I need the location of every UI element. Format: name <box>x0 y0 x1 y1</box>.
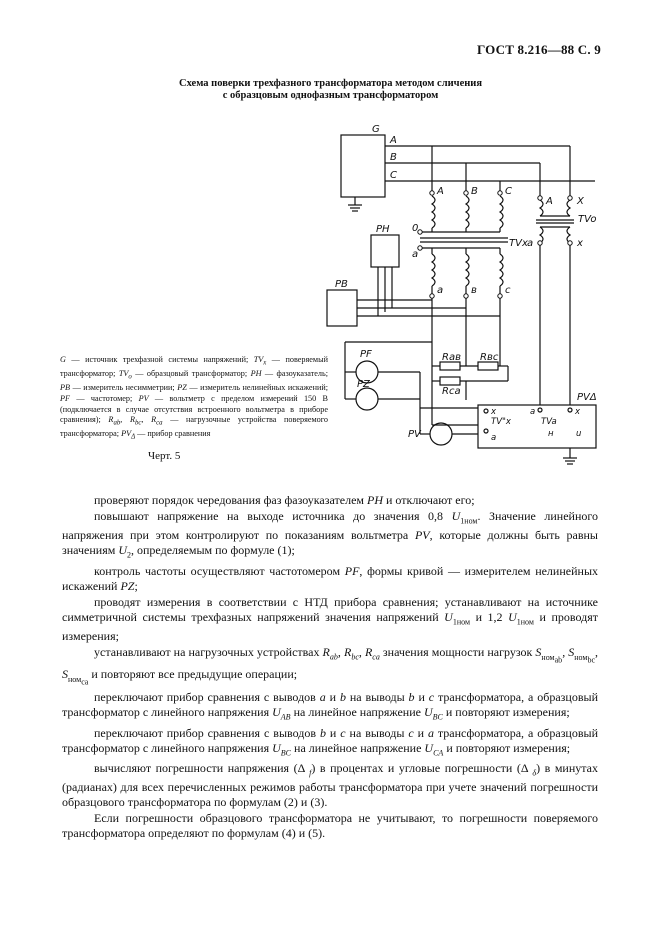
label-terminal-b: B <box>471 186 478 197</box>
paragraph: переключают прибор сравнения с выводов b и c на выводы c и a трансформатора, а образцовый трансформатор с линейного напряжения $U_{BC}$ на линейное напряжение $U_{CA}$ и повторяют измерения; <box>62 725 599 757</box>
label-bus-a: A <box>390 135 397 146</box>
pv-meter <box>430 423 452 445</box>
label-tvo-sec-x: x <box>577 238 583 249</box>
label-tvo-a: A <box>546 196 553 207</box>
label-pb: PB <box>335 279 348 290</box>
label-sec-a: a <box>437 285 444 296</box>
paragraph: вычисляют погрешности напряжения (Δ $_f$) в процентах и угловые погрешности (Δ $_\delta$) в минутах (радианах) для всех перечисленных режимов работы трансформатора при учете значений погрешности образцового трансформатора по формулам (2) и (3). <box>62 760 598 810</box>
label-sec-c: c <box>505 285 511 296</box>
label-tvx: TVx <box>509 238 528 249</box>
label-terminal-a: A <box>437 186 444 197</box>
label-tvo: TVo <box>578 214 597 225</box>
cmp-label-tvx: TV"x <box>491 417 511 427</box>
tvx-secondary-coil-c <box>500 254 503 286</box>
figure-title-line1: Схема поверки трехфазного трансформатора методом сличения <box>178 78 483 89</box>
label-sec-b: в <box>471 285 477 296</box>
label-pz: PZ <box>357 379 370 390</box>
paragraph: контроль частоты осуществляют частотомером PF, формы кривой — измерителем нелинейных искажений PZ; <box>62 563 599 593</box>
label-pv-delta: PVΔ <box>577 392 597 403</box>
tvx-primary-coil-c <box>500 196 503 228</box>
tvo-primary-coil <box>540 200 570 216</box>
tvx-secondary-coil-b <box>466 254 469 286</box>
cmp-label-x2: x <box>575 407 581 417</box>
label-g: G <box>372 124 380 135</box>
paragraph: переключают прибор сравнения с выводов a и b на выводы b и c трансформатора, а образцовый трансформатор с линейного напряжения $U_{AB}$ на линейное напряжение $U_{BC}$ и повторяют измерения; <box>62 690 598 722</box>
label-ph: PH <box>376 224 390 235</box>
cmp-label-a2: a <box>530 407 536 417</box>
paragraph: проверяют порядок чередования фаз фазоуказателем PH и отключают его; <box>94 493 475 507</box>
cmp-label-tva: TVa <box>541 417 557 427</box>
cmp-label-x1: x <box>491 407 497 417</box>
resistor-ab <box>440 362 460 370</box>
ph-box <box>371 235 399 267</box>
paragraph: проводят измерения в соответствии с НТД прибора сравнения; устанавливают на источнике симметричной системы трехфазных напряжений значения напряжений $U_{1ном}$ и 1,2 $U_{1ном}$ и проводят измерения; <box>62 594 598 644</box>
label-rab: Rав <box>442 352 461 363</box>
resistor-ca <box>440 377 460 385</box>
label-terminal-c: C <box>505 186 512 197</box>
cmp-label-n: н <box>548 429 554 439</box>
label-pv: PV <box>408 429 421 440</box>
paragraph: устанавливают на нагрузочных устройствах $R_{ab}$, $R_{bc}$, $R_{ca}$ значения мощности нагрузок $S_{ном_{ab}}$, $S_{ном_{bc}}$, $S_{ном_{ca}}$ и повторяют все предыдущие операции; <box>62 645 599 687</box>
pb-box <box>327 290 357 326</box>
label-pf: PF <box>360 349 372 360</box>
label-tvo-sec-a: a <box>527 238 534 249</box>
pz-meter <box>356 388 378 410</box>
page-header: ГОСТ 8.216—88 С. 9 <box>476 42 601 57</box>
paragraph: Если погрешности образцового трансформатора не учитывают, то погрешности поверяемого трансформатора определяют по формулам (4) и (5). <box>62 811 598 841</box>
tvx-primary-coil-b <box>466 196 469 228</box>
figure-title-line2: с образцовым однофазным трансформатором <box>222 90 439 101</box>
label-bus-c: C <box>390 170 397 181</box>
tvx-primary-coil-a <box>432 196 435 228</box>
paragraph: повышают напряжение на выходе источника до значения 0,8 $U_{1ном}$. Значение линейного напряжения при этом контролируют по показаниям вольтметра PV, которые должны быть равны значениям $U_2$, определяемым по формуле (1); <box>62 509 599 560</box>
label-tvo-x: X <box>577 196 584 207</box>
label-terminal-a-secondary: a <box>412 249 419 260</box>
cmp-label-a1: a <box>491 433 497 443</box>
cmp-label-u: u <box>576 429 582 439</box>
figure-legend: G — источник трехфазной системы напряжений; $TV_x$ — поверяемый трансформатор; $TV_o$ — образцовый трансформатор; PH — фазоуказатель; PB — измеритель несимметрии; PZ — измеритель нелинейных искажений; PF — частотомер; PV — вольтметр с пределом измерений 150 В (подключается в случае отсутствия встроенного вольтметра в приборе сравнения); $R_{ab}$, $R_{bc}$, $R_{ca}$ — нагрузочные устройства поверяемого трансформатора; $PV_\Delta$ — прибор сравнения <box>60 355 328 442</box>
label-rbc: Rвс <box>480 352 499 363</box>
tvo-secondary-coil <box>540 227 570 243</box>
source-g-box <box>341 135 385 197</box>
tvx-secondary-coil-a <box>432 254 435 286</box>
label-rca: Rса <box>442 386 461 397</box>
resistor-bc <box>478 362 498 370</box>
body-text <box>62 493 598 842</box>
figure-caption: Черт. 5 <box>148 450 181 462</box>
label-bus-b: B <box>390 152 397 163</box>
label-terminal-0: 0 <box>412 223 419 234</box>
